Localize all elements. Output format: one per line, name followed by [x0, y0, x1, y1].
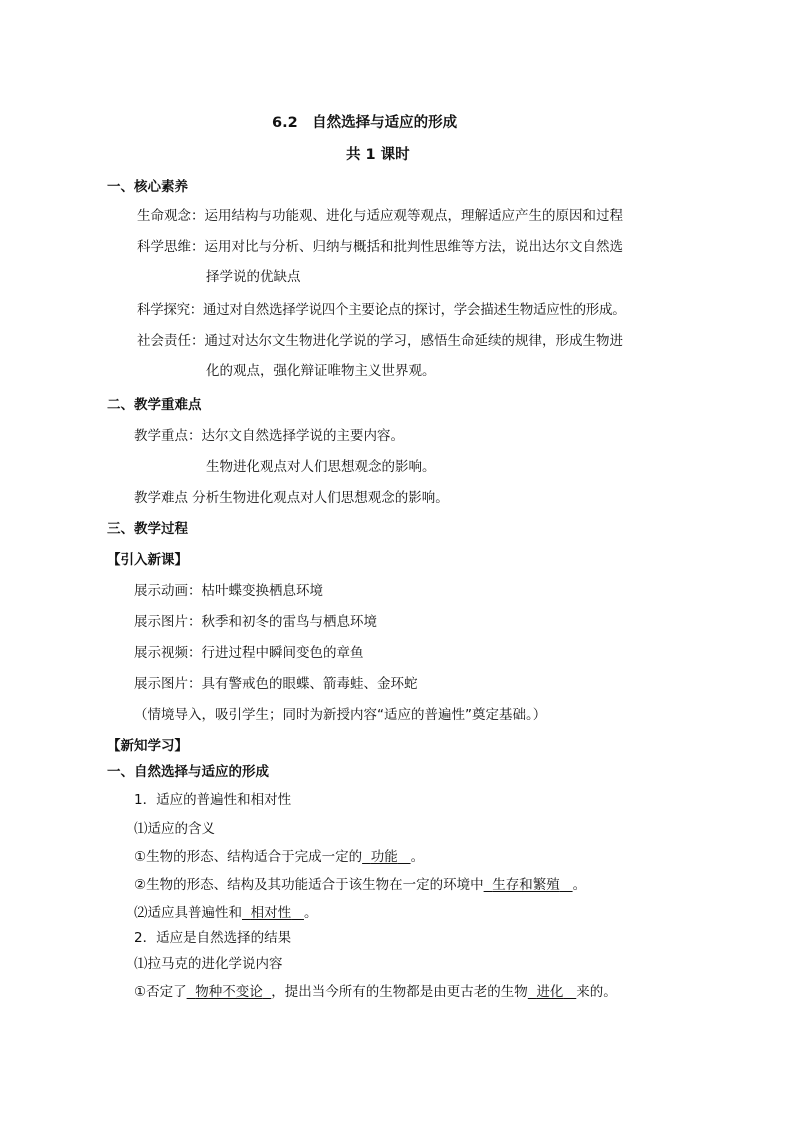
- core-item-text: 通过对自然选择学说四个主要论点的探讨，学会描述生物适应性的形成。: [203, 302, 626, 318]
- point-adaptation-universality: 1．适应的普遍性和相对性: [134, 792, 292, 808]
- page-title: 6.2 自然选择与适应的形成: [272, 115, 458, 131]
- core-item-label: 社会责任：: [137, 333, 205, 349]
- core-item-label: 生命观念：: [137, 208, 205, 224]
- answer-blank: 进化: [536, 984, 564, 1000]
- core-item-text-continued: 择学说的优缺点: [206, 269, 301, 285]
- core-item-scientific-thinking: [137, 238, 623, 256]
- page-subtitle: 共 1 课时: [346, 147, 410, 163]
- intro-item: 展示动画：枯叶蝶变换栖息环境: [134, 583, 323, 599]
- core-item-scientific-inquiry: [137, 301, 625, 319]
- fill-line-relativity: ⑵适应具普遍性和 相对性 。: [134, 905, 318, 921]
- answer-blank: 相对性: [250, 905, 292, 921]
- part-heading-natural-selection: 一、自然选择与适应的形成: [107, 764, 269, 780]
- answer-blank: 功能: [370, 849, 398, 865]
- core-item-life-concept: [137, 207, 623, 225]
- intro-note: （情境导入，吸引学生；同时为新授内容“适应的普遍性”奠定基础。）: [134, 707, 547, 723]
- fill-line-survival: ②生物的形态、结构及其功能适合于该生物在一定的环境中 生存和繁殖 。: [134, 877, 587, 893]
- key-point-text: 达尔文自然选择学说的主要内容。: [201, 428, 404, 444]
- teaching-key-point: [134, 427, 404, 445]
- core-item-text: 运用对比与分析、归纳与概括和批判性思维等方法，说出达尔文自然选: [204, 239, 623, 255]
- intro-item: 展示图片：具有警戒色的眼蝶、箭毒蛙、金环蛇: [134, 676, 418, 692]
- point-lamarck-theory: ⑴拉马克的进化学说内容: [134, 956, 283, 972]
- subheading-new-knowledge: 【新知学习】: [107, 738, 188, 754]
- section-heading-core-literacy: 一、核心素养: [107, 179, 188, 195]
- point-natural-selection-result: 2．适应是自然选择的结果: [134, 930, 292, 946]
- section-heading-key-points: 二、教学重难点: [107, 397, 202, 413]
- key-point-label: 教学重点：: [134, 428, 202, 444]
- core-item-social-responsibility: [137, 332, 623, 350]
- fill-line-lamarck: ①否定了 物种不变论 ，提出当今所有的生物都是由更古老的生物 进化 来的。: [134, 984, 617, 1000]
- answer-blank: 物种不变论: [195, 984, 263, 1000]
- intro-item: 展示图片：秋季和初冬的雷鸟与栖息环境: [134, 614, 377, 630]
- point-adaptation-meaning: ⑴适应的含义: [134, 821, 215, 837]
- difficulty-label: 教学难点: [134, 490, 188, 506]
- section-heading-process: 三、教学过程: [107, 521, 188, 537]
- core-item-text: 通过对达尔文生物进化学说的学习，感悟生命延续的规律，形成生物进: [204, 333, 623, 349]
- core-item-label: 科学探究：: [137, 302, 203, 318]
- answer-blank: 生存和繁殖: [492, 877, 560, 893]
- intro-item: 展示视频：行进过程中瞬间变色的章鱼: [134, 645, 364, 661]
- teaching-difficulty: [134, 489, 449, 507]
- core-item-text: 运用结构与功能观、进化与适应观等观点，理解适应产生的原因和过程: [204, 208, 623, 224]
- teaching-key-point-2: 生物进化观点对人们思想观念的影响。: [206, 459, 436, 475]
- core-item-text-continued: 化的观点，强化辩证唯物主义世界观。: [206, 363, 436, 379]
- subheading-intro: 【引入新课】: [107, 552, 188, 568]
- fill-line-function: ①生物的形态、结构适合于完成一定的 功能 。: [134, 849, 425, 865]
- difficulty-text: 分析生物进化观点对人们思想观念的影响。: [192, 490, 449, 506]
- core-item-label: 科学思维：: [137, 239, 205, 255]
